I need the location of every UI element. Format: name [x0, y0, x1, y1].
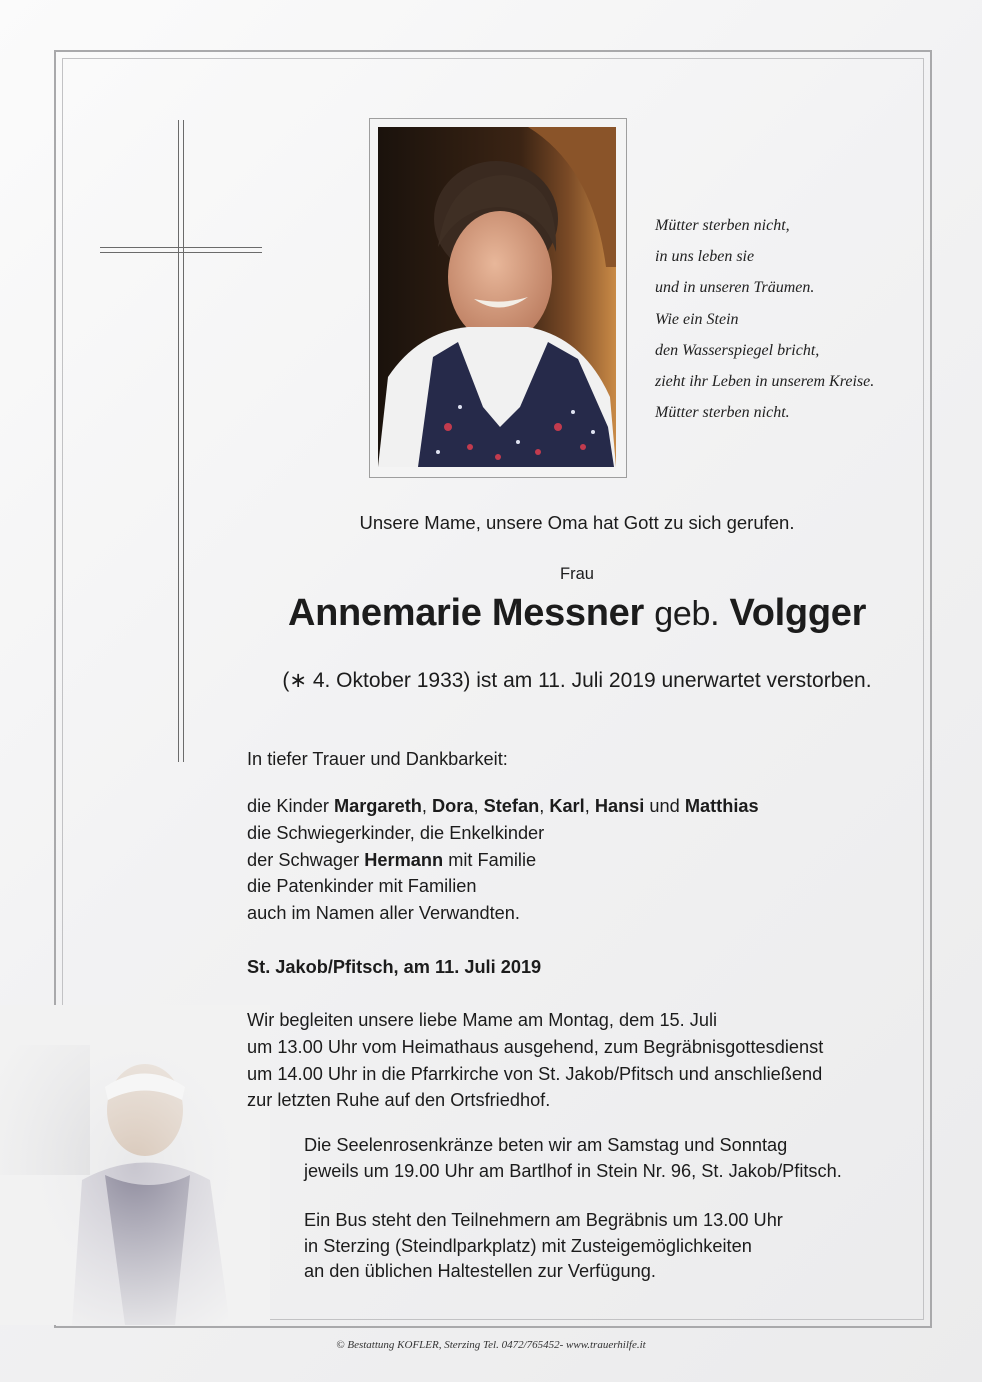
- name-first-last: Annemarie Messner: [287, 592, 644, 634]
- poem-line: den Wasserspiegel bricht,: [655, 341, 820, 359]
- funeral-line: Wir begleiten unsere liebe Mame am Montag, dem 15. Juli: [247, 1010, 718, 1030]
- poem-line: Mütter sterben nicht.: [655, 404, 790, 422]
- deceased-name: [247, 592, 907, 635]
- funeral-line: zur letzten Ruhe auf den Ortsfriedhof.: [247, 1090, 551, 1111]
- family-line: auch im Namen aller Verwandten.: [247, 903, 520, 924]
- poem-line: und in unseren Träumen.: [655, 279, 815, 297]
- funeral-info: [247, 1007, 823, 1114]
- dates-text: (∗ 4. Oktober 1933) ist am 11. Juli 2019 unerwartet verstorben.: [282, 669, 872, 692]
- family-list: [247, 793, 759, 927]
- bus-line: in Sterzing (Steindlparkplatz) mit Zusteigemöglichkeiten: [304, 1235, 752, 1256]
- family-line-kinder: die Kinder Margareth, Dora, Stefan, Karl, Hansi und Matthias: [247, 796, 759, 816]
- funeral-line: um 14.00 Uhr in die Pfarrkirche von St. Jakob/Pfitsch und anschließend: [247, 1063, 823, 1084]
- place-date: St. Jakob/Pfitsch, am 11. Juli 2019: [247, 957, 542, 977]
- family-line: die Patenkinder mit Familien: [247, 876, 477, 897]
- poem: [655, 210, 925, 428]
- name-maiden: Volgger: [729, 592, 867, 634]
- rosary-line: Die Seelenrosenkränze beten wir am Samstag und Sonntag: [304, 1135, 788, 1155]
- portrait-image: [378, 127, 616, 467]
- bus-line: Ein Bus steht den Teilnehmern am Begräbnis um 13.00 Uhr: [304, 1210, 783, 1230]
- poem-line: in uns leben sie: [655, 248, 755, 266]
- family-line: die Schwiegerkinder, die Enkelkinder: [247, 822, 545, 843]
- intro-text: Unsere Mame, unsere Oma hat Gott zu sich gerufen.: [359, 512, 795, 533]
- bus-info: [304, 1208, 783, 1285]
- rosary-info: [304, 1133, 842, 1184]
- poem-line: zieht ihr Leben in unserem Kreise.: [655, 373, 875, 391]
- family-line-schwager: der Schwager Hermann mit Familie: [247, 849, 537, 870]
- trauer-text: In tiefer Trauer und Dankbarkeit:: [247, 749, 508, 769]
- funeral-line: um 13.00 Uhr vom Heimathaus ausgehend, zum Begräbnisgottesdienst: [247, 1036, 824, 1057]
- name-geb: geb.: [654, 595, 720, 633]
- faded-portrait-image: [0, 1005, 270, 1325]
- title-text: Frau: [560, 565, 594, 583]
- bus-line: an den üblichen Haltestellen zur Verfügung.: [304, 1261, 656, 1282]
- poem-line: Mütter sterben nicht,: [655, 217, 790, 234]
- poem-line: Wie ein Stein: [655, 310, 739, 328]
- rosary-line: jeweils um 19.00 Uhr am Bartlhof in Stein Nr. 96, St. Jakob/Pfitsch.: [304, 1160, 842, 1181]
- footer-credit: © Bestattung KOFLER, Sterzing Tel. 0472/765452- www.trauerhilfe.it: [336, 1339, 646, 1351]
